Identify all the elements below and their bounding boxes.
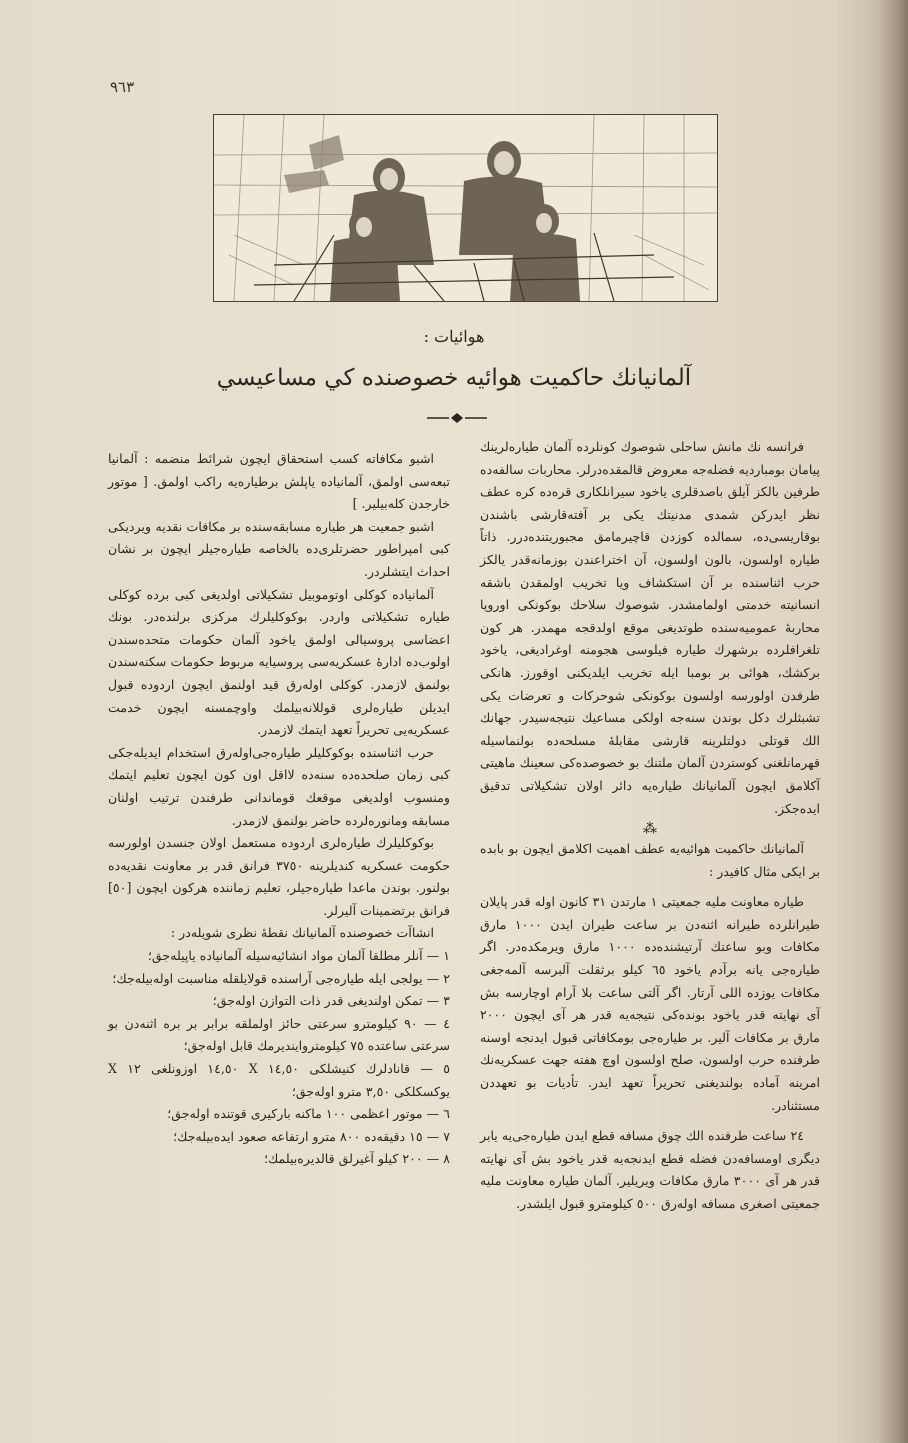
paragraph: ٢٤ ساعت طرفنده الك چوق مسافه قطع ايدن طياره‌جی‌يه يابر ديگری اومسافه‌دن فضله قطع ايدنجه‌يه قدر ياخود بش آی نهايته قدر هر آی ٣٠٠٠ مارق مكافات ويريلير. آلمان طياره معاونت مليه جمعيتی اصغری مسافه اوله‌رق ٥٠٠ كيلومترو قبول ايلشدر. — [480, 1128, 820, 1211]
aviators-engraving-icon — [214, 115, 717, 301]
list-item: ٣ — تمكن اولنديغی قدر ذات التوازن اوله‌جق؛ — [212, 993, 450, 1009]
list-item: ٦ — موتور اعظمی ١٠٠ ماكنه باركيری قوتنده اوله‌جق؛ — [167, 1106, 450, 1122]
paragraph: آلمانيانك حاكميت هوائيه‌يه عطف اهميت اكلامق ايچون بو بابده بر ايكی مثال كافيدر : — [480, 841, 820, 879]
paragraph: اشبو مكافاته كسب استحقاق ايچون شرائط منضمه : آلمانيا تبعه‌سی اولمق، آلمانياده ياپلش برطياره‌يه راكب اولمق. [ موتور خارجدن كله‌بيلير. ] — [108, 451, 450, 512]
section-heading: هوائيات : — [423, 327, 485, 346]
right-text-column — [480, 436, 820, 1216]
list-item: ٥ — قانادلرك كنيشلكی ١٤,٥٠ X ١٤,٥٠ اوزونلغی ١٢ X يوكسكلكی ٣,٥٠ مترو اوله‌جق؛ — [108, 1061, 450, 1099]
paragraph: انشاآت خصوصنده آلمانيانك نقطهٔ نظری شويله‌در : — [170, 925, 434, 941]
engraving-illustration-aviators — [213, 114, 718, 302]
paragraph: حرب اثناسنده بوكوكليلر طياره‌جی‌اوله‌رق استخدام ايديله‌جكی كبی زمان صلحده‌ده سنه‌ده لااقل اون كون ايچون تعليم ايتمك ومنسوب اولديغی موقعك قوماندانی طرفندن ترتيب اولنان مسابقه ومانوره‌لرده حاضر بولنمق لازمدر. — [108, 744, 450, 828]
paragraph: آلمانياده كوكلی اوتوموبيل تشكيلاتی اولديغی كبی برده كوكلی طياره تشكيلاتی واردر. بوكوكليلرك مركزی برلنده‌در. بونك اعضاسی پروسيالی اولمق ياخود آلمان حكومات متحده‌سندن اولوب‌ده ادارهٔ عسكريه‌سی پروسيايه مربوط حكومات سكنه‌سندن بولنمق لازمدر. كوكلی اوله‌رق قيد اولنمق ايچون اردوده قبول ايديلن طياره‌لری قوللانه‌بيلمك واوچمسنه ايچون خدمت عسكريه‌يی تحريراً تعهد ايتمك لازمدر. — [108, 586, 450, 738]
article-title: آلمانيانك حاكميت هوائيه خصوصنده كي مساعيسي — [216, 365, 692, 391]
left-text-column — [108, 448, 450, 1171]
page-number: ٩٦٣ — [110, 78, 135, 96]
paragraph: طياره معاونت مليه جمعيتی ١ مارتدن ٣١ كانون اوله قدر پايلان طيرانلرده طيرانه اثنه‌دن بر ساعت طيران ايدن ١٠٠٠ مارق مكافات وبو ساعتك آرتيشنده‌ده ١٠٠٠ مارق ويرمكده‌در. اگر طياره‌جی يانه برآدم ياخود ٦٥ كيلو برثقلت آلبرسه آلمه‌جغی مكافات يوزده اللی آرتار. اگر آلتی ساعت بلا آرام اوچارسه بش آی نهايته قدر ياخود بونده‌كی نتيجه‌يه قدر هر آی ايچون ٢٠٠٠ مارق بر مكافات آلير. بر طياره‌جی بومكافاتی قبول ايدنجه اوسنه طرفنده حرب اولسون، صلح اولسون اوچ هفته جهت عسكريه‌نك امرينه آماده بولنديغنی تحريراً تعهد ايدر. تأديات بو تعهددن مستثنادر. — [480, 894, 821, 1113]
paragraph: اشبو جمعيت هر طياره مسابقه‌سنده بر مكافات نقديه ويرديكی كبی امپراطور حضرتلری‌ده بالخاصه طياره‌جيلر ايچون بر نشان احداث ايتشلردر. — [108, 518, 450, 579]
section-separator: ⁂ — [643, 821, 657, 838]
ornament-divider-icon — [427, 412, 487, 424]
paragraph: فرانسه نك مانش ساحلی شوصوك كونلرده آلمان طياره‌لرينك پیامان بومبارديه فضله‌جه معروض قالمقده‌درلر. محاربات سالفه‌ده طرفين بالكز آيلق باصدقلری ياخود سيرانلكاری قره‌ده كره عطف نظر ايدركن شمدی مدنيتك يكی بر آفته‌قارشی باشندن بوقاریسی‌ده، سمالده كوزدن قاچيرمامق مجبوريتنده‌درر. ذاتاً طياره اولسون، بالون اولسون، آن اختراعندن بوزمانه‌قدر يالكز حرب اثناسنده بر آن استكشاف ويا تخريب اولمقدن باشقه انسانيته خدمتی اولمامشدر. شوصوك سلاحك بوكونكی اوروپا محاربهٔ عموميه‌سنده طوتديغی موقع اولدقجه مهمدر. هر كون تلغرافلرده برشهرك طياره فيلوسی هجومنه اوغراديغی، ياخود بركشك، هوائی بر بومبا ايله تخريب ايلديكنی اوقورز. هانكی طرفدن اولورسه اولسون بوكونكی شوحركات و تعرضات يكی تشبثلرك دكل بوندن سنه‌جه اولكی مساعيك نتيجه‌سيدر. جهانك الك قوتلی دولتلرينه قارشی مقابلهٔ مسلحه‌ده بولنماسيله قهرمانلغنی كوستردن آلمان ملتنك بو خصوصده‌كی سعينك ماهيتی آكلامق ايچون آلمانيانك طياره‌يه دائر اولان تشكيلاتی تدقيق ايده‌جكز. — [480, 439, 820, 816]
list-item: ٧ — ١٥ دقيقه‌ده ٨٠٠ مترو ارتفاعه صعود ايده‌بيله‌جك؛ — [173, 1128, 450, 1144]
page-spine-shadow — [878, 0, 908, 1443]
list-item: ٨ — ٢٠٠ كيلو آغيرلق قالديره‌بيلمك؛ — [263, 1151, 450, 1167]
paragraph: بوكوكليلرك طياره‌لری اردوده مستعمل اولان جنسدن اولورسه حكومت عسكريه كنديلرينه ٣٧٥٠ فرانق قدر بر معاونت نقديه‌ده بولنور. بوندن ماعدا طياره‌جيلر، تعليم زماننده هركون ايچون [٥٠] فرانق برتضمينات آليرلر. — [108, 835, 450, 918]
list-item: ٤ — ٩٠ كيلومترو سرعتی حائز اولملقه برابر بر بره اثنه‌دن بو سرعتی ساعتده ٧٥ كيلومترواينديرمك قابل اوله‌جق؛ — [108, 1015, 450, 1054]
list-item: ١ — آنلر مطلقا آلمان مواد انشائيه‌سيله آلمانياده ياپيله‌جق؛ — [147, 948, 450, 964]
list-item: ٢ — يولجی ايله طياره‌جی آراسنده قولايلقله مناسبت اوله‌بيله‌جك؛ — [112, 970, 450, 986]
